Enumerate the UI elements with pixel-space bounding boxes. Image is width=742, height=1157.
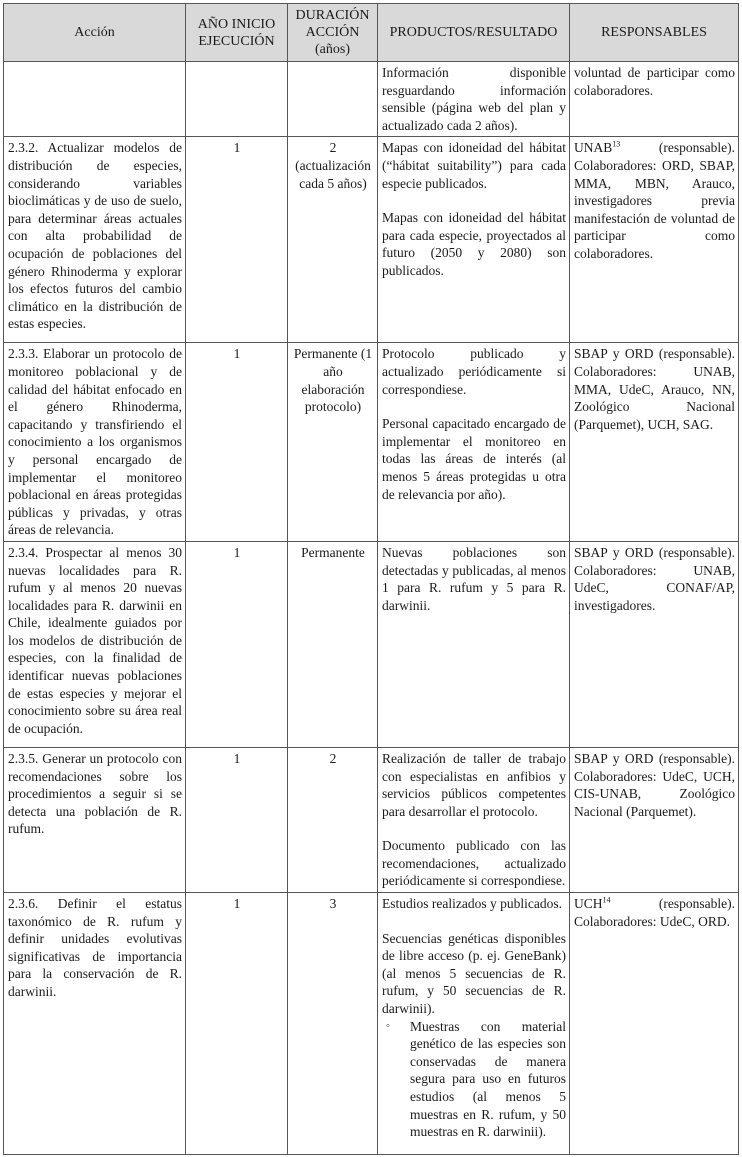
product-text: Protocolo publicado y actualizado periódicamente si correspondiese. <box>382 346 566 397</box>
header-accion: Acción <box>4 4 186 62</box>
cell-productos <box>378 343 570 542</box>
table-row <box>4 541 739 747</box>
table-row <box>4 62 739 137</box>
cell-duracion: 2 <box>288 747 378 892</box>
product-text: Secuencias genéticas disponibles de libre acceso (p. ej. GeneBank) (al menos 5 secuencias de R. rufum, y 50 secuencias de R. darwinii). <box>382 930 566 1017</box>
cell-responsables <box>570 137 739 343</box>
product-text: Mapas con idoneidad del hábitat (“hábitat suitability”) para cada especie publicados. <box>382 140 566 191</box>
cell-duracion: 2 (actualización cada 5 años) <box>288 137 378 343</box>
footnote-ref: 14 <box>602 895 611 905</box>
cell-accion <box>4 62 186 137</box>
responsible-org: UNAB <box>574 140 613 156</box>
table-row <box>4 137 739 343</box>
table-row <box>4 343 739 542</box>
product-text: Personal capacitado encargado de implementar el monitoreo en todas las áreas de interés (al menos 5 áreas protegidas u otra de relevancia por año). <box>382 416 566 502</box>
cell-productos <box>378 62 570 137</box>
cell-duracion <box>288 62 378 137</box>
header-responsables: RESPONSABLES <box>570 4 739 62</box>
footnote-ref: 13 <box>612 139 621 149</box>
product-text: Información disponible resguardando información sensible (página web del plan y actualizado cada 2 años). <box>382 65 566 133</box>
cell-responsables: SBAP y ORD (responsable). Colaboradores: UNAB, MMA, UdeC, Arauco, NN, Zoológico Nacional (Parquemet), UCH, SAG. <box>570 343 739 542</box>
product-text: Muestras con material genético de las especies son conservadas de manera segura para uso en futuros estudios (al menos 5 muestras en R. rufum, y 50 muestras en R. darwinii). <box>410 1018 566 1140</box>
cell-accion: 2.3.2. Actualizar modelos de distribución de especies, considerando variables bioclimáticas y de uso de suelo, para determinar áreas actuales con alta probabilidad de ocupación de poblaciones del género Rhinoderma y explorar los efectos futuros del cambio climático en la distribución de estas especies. <box>4 137 186 343</box>
product-text: Mapas con idoneidad del hábitat para cada especie, proyectados al futuro (2050 y 2080) son publicados. <box>382 210 566 278</box>
cell-anio: 1 <box>186 343 288 542</box>
list-item <box>382 1018 566 1141</box>
cell-anio <box>186 62 288 137</box>
cell-accion: 2.3.4. Prospectar al menos 30 nuevas localidades para R. rufum y al menos 20 nuevas localidades para R. darwinii en Chile, idealmente guiados por los modelos de distribución de especies, con la finalidad de identificar nuevas poblaciones de estas especies y mejorar el conocimiento sobre su área real de ocupación. <box>4 541 186 747</box>
cell-anio: 1 <box>186 747 288 892</box>
action-plan-table <box>3 3 739 1155</box>
cell-productos <box>378 541 570 747</box>
product-text: Realización de taller de trabajo con especialistas en anfibios y servicios públicos competentes para desarrollar el protocolo. <box>382 750 566 819</box>
table-header-row <box>4 4 739 62</box>
product-text: Documento publicado con las recomendaciones, actualizado periódicamente si correspondiese. <box>382 838 566 889</box>
cell-responsables <box>570 893 739 1155</box>
cell-responsables: SBAP y ORD (responsable). Colaboradores: UNAB, UdeC, CONAF/AP, investigadores. <box>570 541 739 747</box>
cell-accion: 2.3.5. Generar un protocolo con recomendaciones sobre los procedimientos a seguir si se detecta una población de R. rufum. <box>4 747 186 892</box>
header-anio-inicio: AÑO INICIO EJECUCIÓN <box>186 4 288 62</box>
table-row <box>4 747 739 892</box>
cell-accion: 2.3.3. Elaborar un protocolo de monitoreo poblacional y de calidad del hábitat enfocado en el género Rhinoderma, capacitando y transfiriendo el conocimiento a los organismos y personal encargado de implementar el monitoreo poblacional en áreas protegidas públicas y privadas, y otras áreas de relevancia. <box>4 343 186 542</box>
cell-productos <box>378 747 570 892</box>
circle-bullet-icon: ◦ <box>386 1019 390 1032</box>
responsible-text: (responsable). Colaboradores: ORD, SBAP, MMA, MBN, Arauco, investigadores previa manifestación de voluntad de participar como colaboradores. <box>574 140 735 261</box>
cell-accion: 2.3.6. Definir el estatus taxonómico de R. rufum y definir unidades evolutivas significativas de importancia para la conservación de R. darwinii. <box>4 893 186 1155</box>
cell-anio: 1 <box>186 137 288 343</box>
cell-duracion: 3 <box>288 893 378 1155</box>
product-bullet-list <box>382 1018 566 1141</box>
cell-productos <box>378 893 570 1155</box>
cell-productos <box>378 137 570 343</box>
responsible-text: (responsable). Colaboradores: UdeC, ORD. <box>574 896 735 929</box>
header-duracion: DURACIÓN ACCIÓN (años) <box>288 4 378 62</box>
table-row <box>4 893 739 1155</box>
product-text: Nuevas poblaciones son detectadas y publicadas, al menos 1 para R. rufum y 5 para R. darwinii. <box>382 544 566 613</box>
responsible-org: UCH <box>574 896 603 912</box>
cell-anio: 1 <box>186 893 288 1155</box>
header-productos: PRODUCTOS/RESULTADO <box>378 4 570 62</box>
product-text: Estudios realizados y publicados. <box>382 896 562 912</box>
cell-duracion: Permanente (1 año elaboración protocolo) <box>288 343 378 542</box>
cell-responsables: SBAP y ORD (responsable). Colaboradores: UdeC, UCH, CIS-UNAB, Zoológico Nacional (Parquemet). <box>570 747 739 892</box>
cell-anio: 1 <box>186 541 288 747</box>
cell-responsables: voluntad de participar como colaboradores. <box>570 62 739 137</box>
cell-duracion: Permanente <box>288 541 378 747</box>
